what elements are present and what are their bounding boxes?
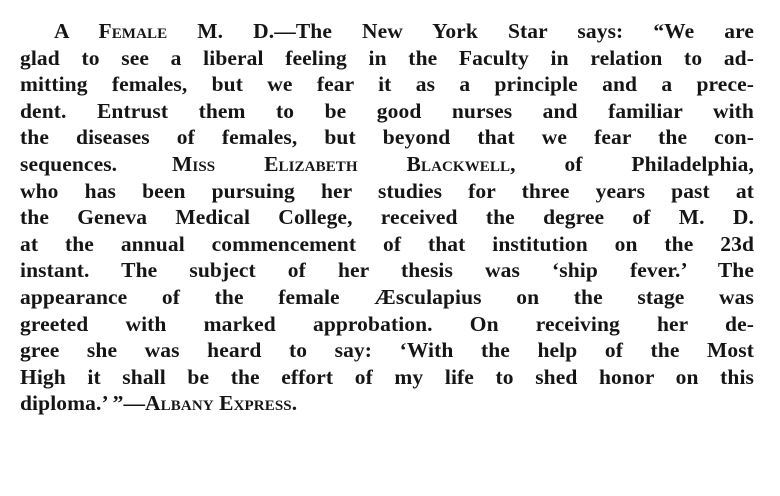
- article-line: [20, 18, 754, 45]
- headline: A Female M. D.: [54, 19, 275, 43]
- article-line: at the annual commencement of that institution on the 23d: [20, 231, 754, 256]
- article-line-text: —The New York Star says: “We are: [274, 19, 754, 43]
- article-line: glad to see a liberal feeling in the Faculty in relation to ad-: [20, 45, 754, 70]
- article-line: High it shall be the effort of my life to shed honor on this: [20, 364, 754, 389]
- article-line: gree she was heard to say: ‘With the help of the Most: [20, 338, 754, 363]
- article-line-text: diploma.’ ”: [20, 391, 124, 416]
- article-line: appearance of the female Æsculapius on the stage was: [20, 284, 754, 309]
- article-line: mitting females, but we fear it as a principle and a prece-: [20, 72, 754, 97]
- source-credit: Albany Express.: [145, 391, 298, 416]
- article-line: the Geneva Medical College, received the degree of M. D.: [20, 205, 754, 230]
- article-text: [20, 18, 754, 417]
- article-line: dent. Entrust them to be good nurses and familiar with: [20, 98, 754, 123]
- person-name: Miss Elizabeth Blackwell,: [172, 151, 516, 176]
- article-line: greeted with marked approbation. On receiving her de-: [20, 311, 754, 336]
- article-line: [20, 390, 754, 417]
- article-line: instant. The subject of her thesis was ‘ship fever.’ The: [20, 258, 754, 283]
- article-line: the diseases of females, but beyond that we fear the con-: [20, 125, 754, 150]
- article-line: [20, 151, 754, 178]
- article-line-text: of Philadelphia,: [564, 151, 754, 176]
- article-line-text: sequences.: [20, 151, 118, 176]
- dash: —: [123, 391, 146, 416]
- article-line: who has been pursuing her studies for three years past at: [20, 178, 754, 203]
